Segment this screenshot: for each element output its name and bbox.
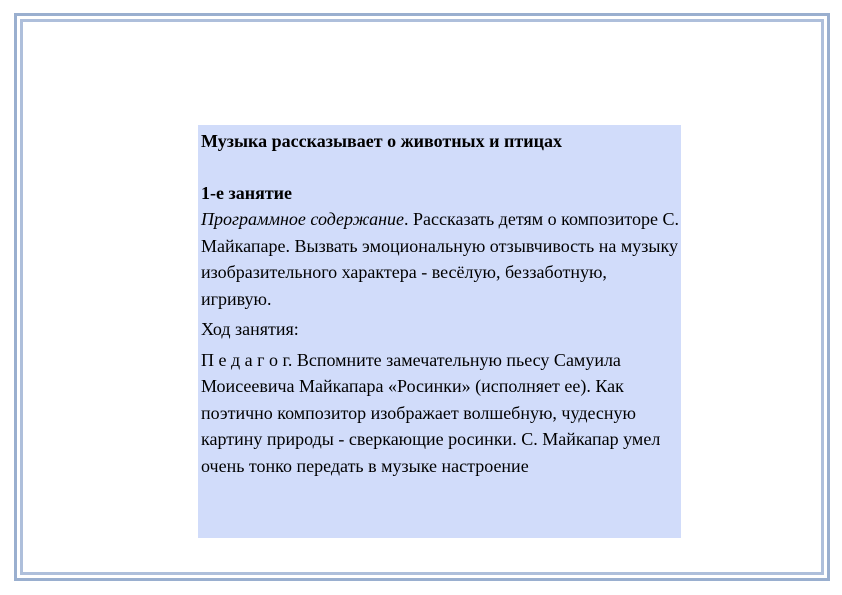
course-label: Ход занятия: — [201, 319, 299, 339]
document-title: Музыка рассказывает о животных и птицах — [201, 131, 562, 151]
lesson-heading: 1-е занятие — [201, 183, 293, 203]
teacher-paragraph: П е д а г о г. Вспомните замечательную пьесу Самуила Моисеевича Майкапара «Росинки» (исполняет ее). Как поэтично композитор изображает волшебную, чудесную картину природы - сверкающие росинки. С. Майкапар умел очень тонко передать в музыке настроение — [201, 349, 661, 476]
program-paragraph — [201, 206, 679, 312]
program-text: . Рассказать детям о композиторе С. Майкапаре. Вызвать эмоциональную отзывчивость на музыку изобразительного характера - весёлую, беззаботную, игривую. — [201, 209, 679, 309]
text-content-box — [198, 125, 681, 538]
program-label: Программное содержание — [201, 209, 405, 229]
